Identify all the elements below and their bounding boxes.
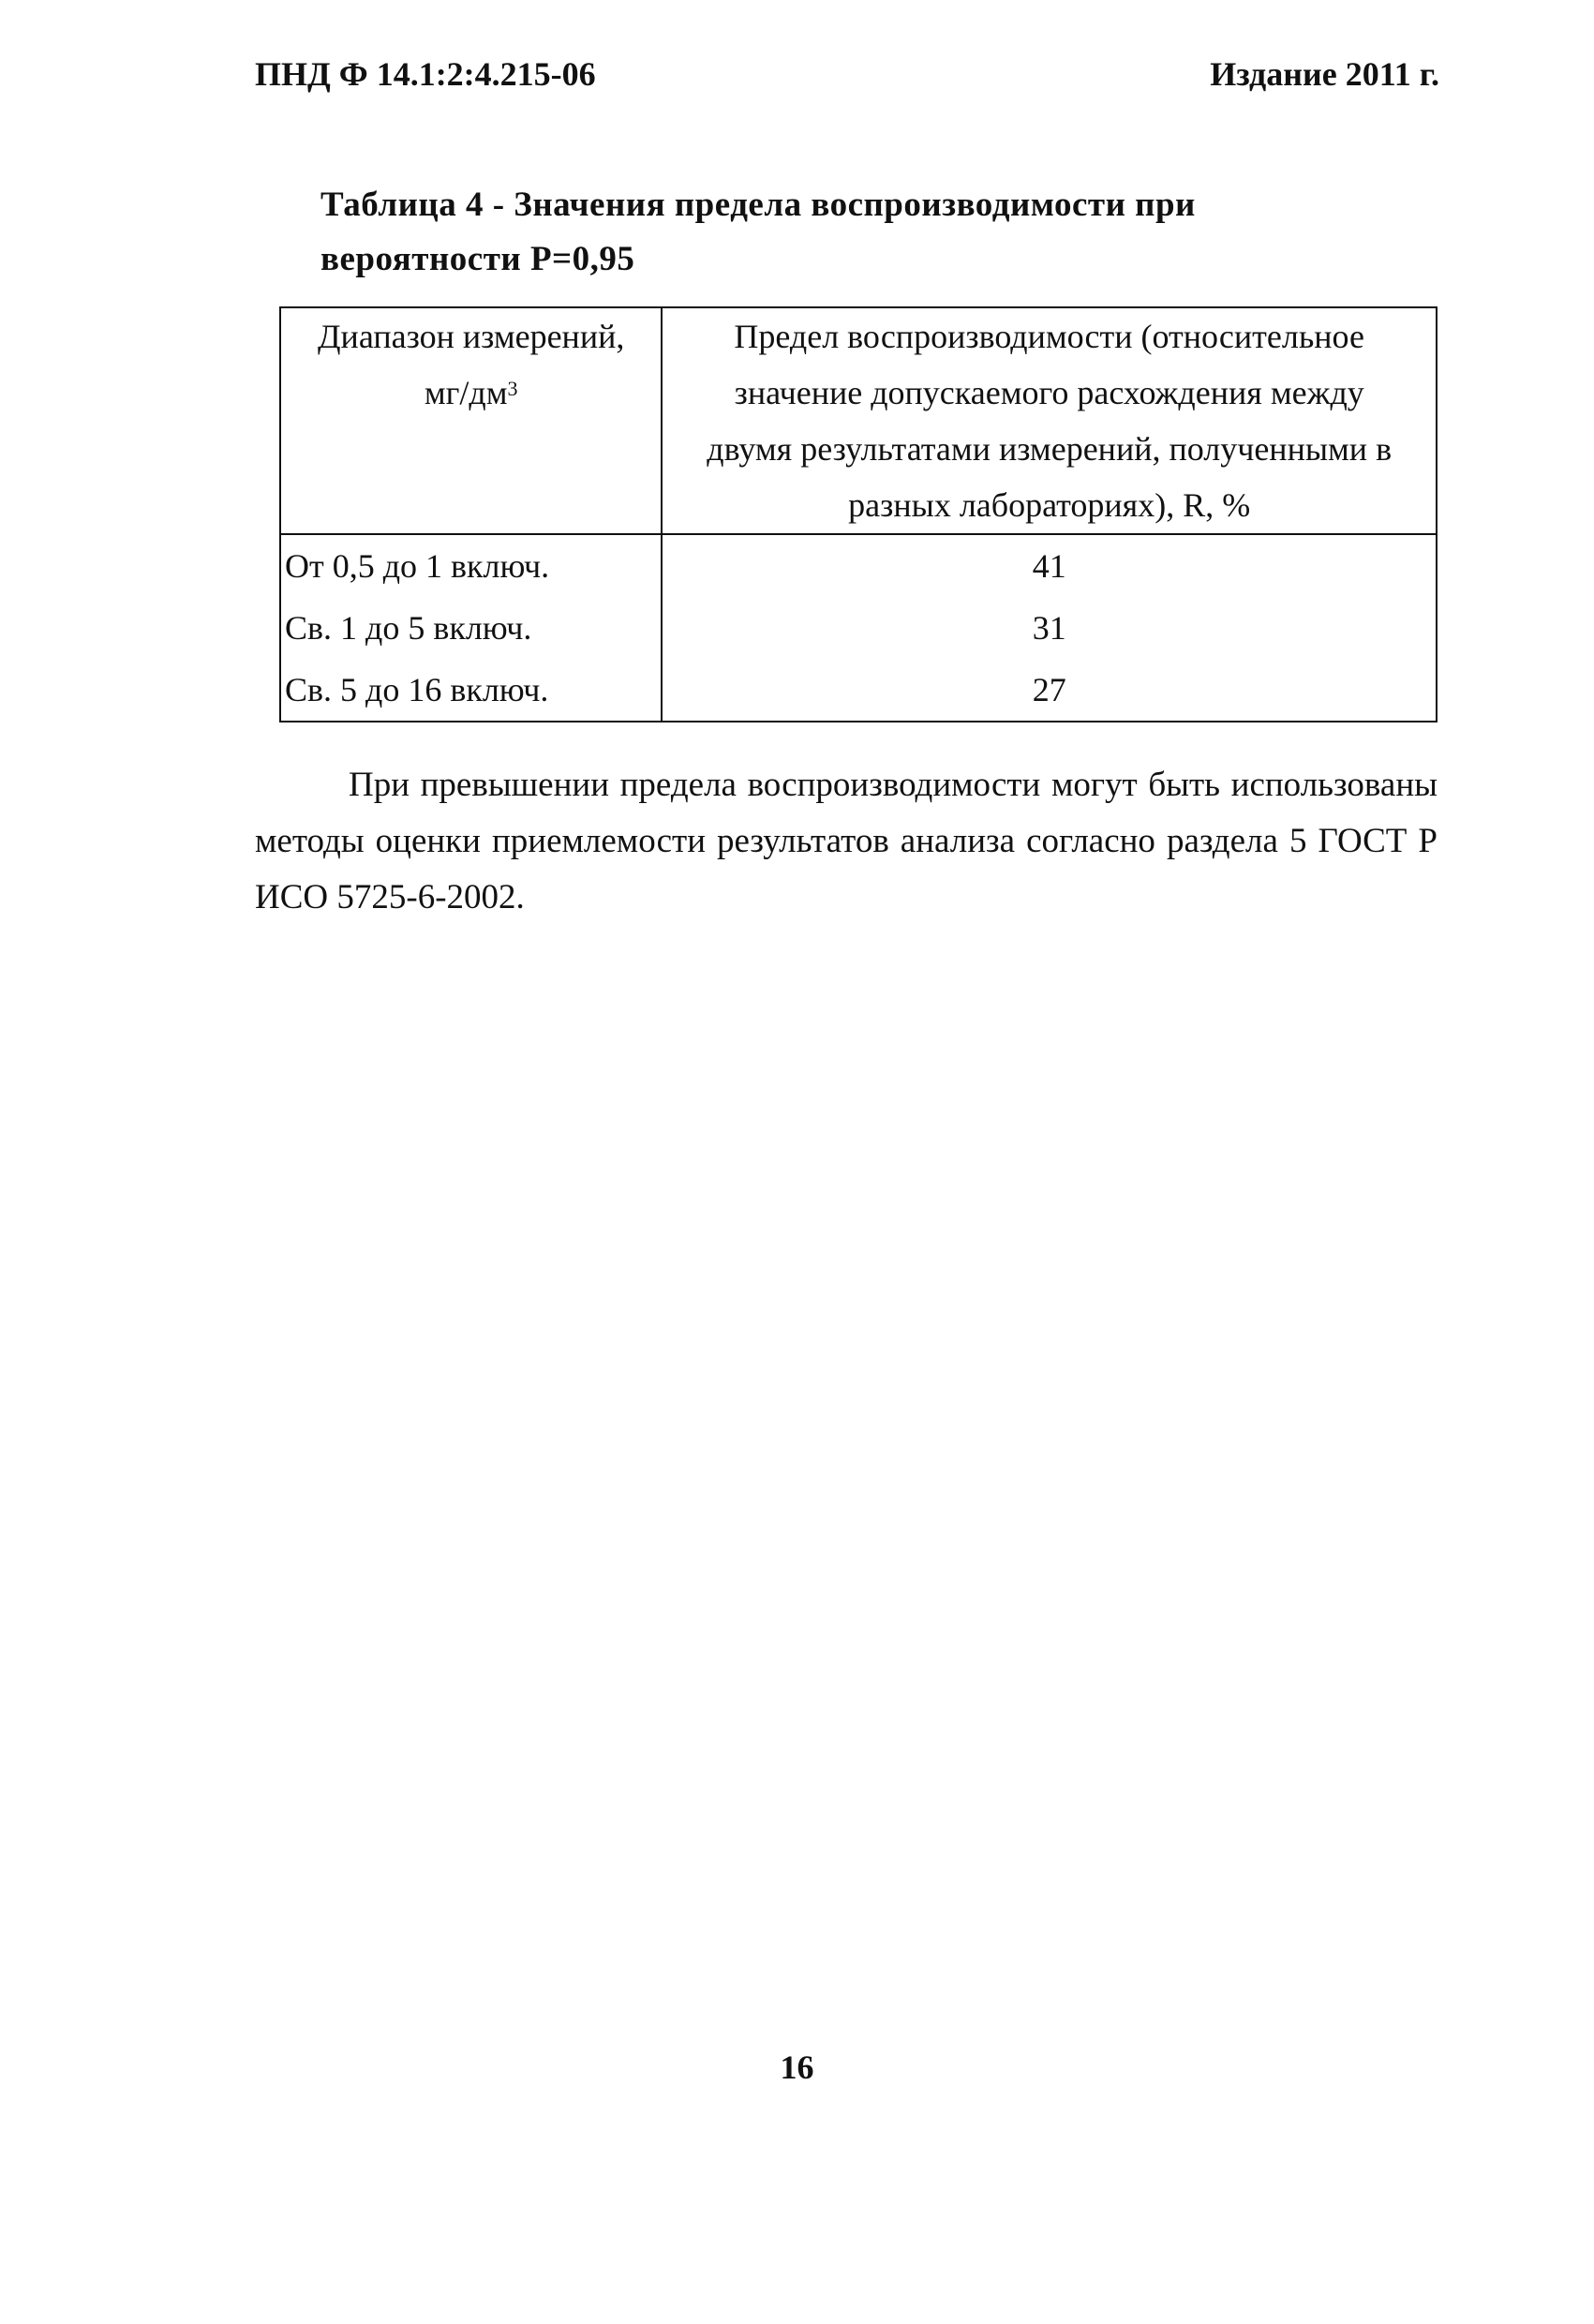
- unit-superscript: 3: [507, 377, 518, 400]
- table-row: [280, 659, 1437, 722]
- column-header-range-unit: [281, 365, 661, 421]
- table-row: [280, 597, 1437, 659]
- range-cell: Св. 1 до 5 включ.: [280, 597, 662, 659]
- document-code: ПНД Ф 14.1:2:4.215-06: [255, 55, 596, 93]
- column-header-range-line: Диапазон измерений,: [318, 318, 625, 355]
- table-header-row: [280, 307, 1437, 534]
- edition-label: Издание 2011 г.: [1210, 55, 1439, 93]
- unit-text: мг/дм: [424, 374, 508, 411]
- column-header-limit: [662, 307, 1437, 534]
- column-header-limit-line-4: разных лабораториях), R, %: [848, 486, 1251, 524]
- value-cell: 41: [662, 534, 1437, 597]
- table-caption-line-2: вероятности Р=0,95: [320, 240, 635, 278]
- column-header-limit-line-1: Предел воспроизводимости (относительное: [734, 318, 1364, 355]
- column-header-limit-line-3: двумя результатами измерений, полученными в: [707, 430, 1393, 468]
- value-cell: 31: [662, 597, 1437, 659]
- table-caption: [320, 178, 1389, 287]
- body-paragraph: [255, 757, 1438, 926]
- page-number: 16: [780, 2048, 814, 2086]
- range-cell: Св. 5 до 16 включ.: [280, 659, 662, 722]
- range-cell: От 0,5 до 1 включ.: [280, 534, 662, 597]
- value-cell: 27: [662, 659, 1437, 722]
- table-caption-line-1: Таблица 4 - Значения предела воспроизводимости при: [320, 186, 1196, 224]
- paragraph-text: При превышении предела воспроизводимости могут быть использованы методы оценки приемлемости результатов анализа согласно раздела 5 ГОСТ Р ИСО 5725-6-2002.: [255, 766, 1438, 916]
- column-header-limit-line-2: значение допускаемого расхождения между: [734, 374, 1364, 411]
- table-row: [280, 534, 1437, 597]
- reproducibility-table: [279, 306, 1438, 723]
- column-header-range: [280, 307, 662, 534]
